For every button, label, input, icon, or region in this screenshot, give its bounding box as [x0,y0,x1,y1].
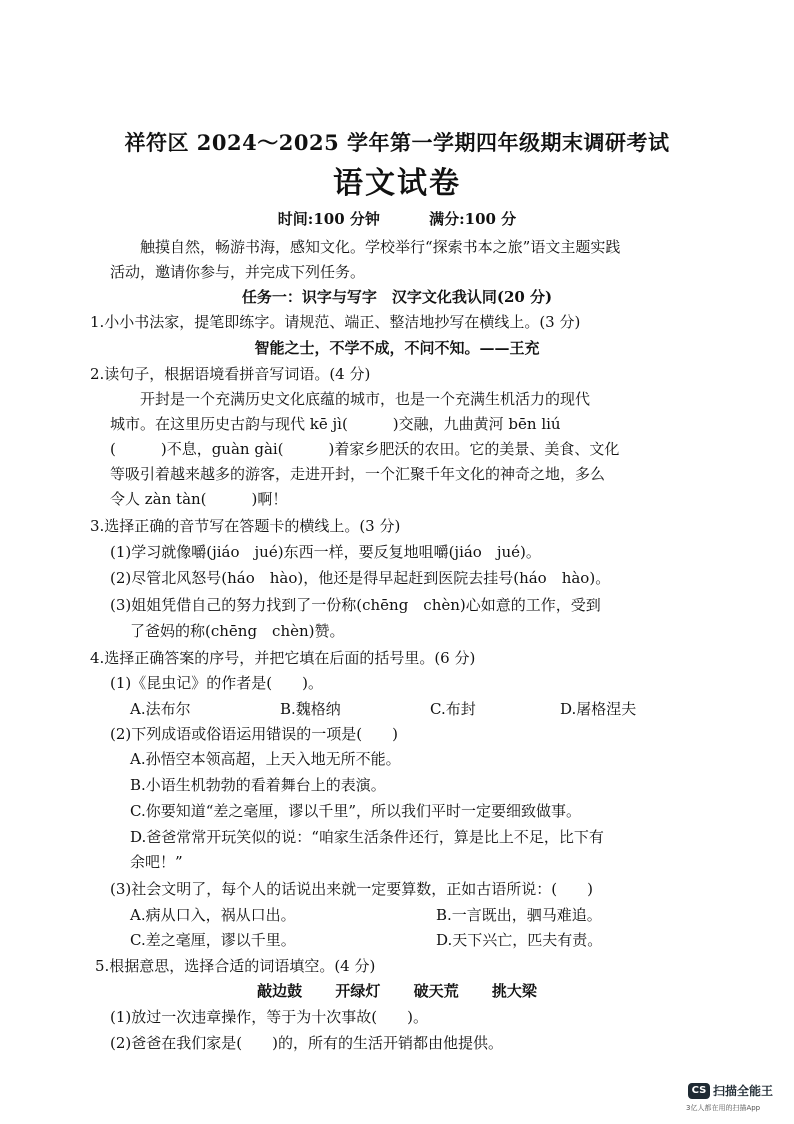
q1-quote: 智能之士，不学不成，不问不知。——王充 [254,339,540,357]
q5-word-1: 敲边鼓 [257,982,303,1000]
exam-title: 祥符区 2024～2025 学年第一学期四年级期末调研考试 [124,130,670,155]
q4-part3-option-c: C.差之毫厘，谬以千里。 [130,931,296,949]
exam-score: 满分:100 分 [429,210,517,228]
q4-part3-options-row1 [130,904,602,926]
q4-part2-option-d-1: D.爸爸常常开玩笑似的说：“咱家生活条件还行，算是比上不足，比下有 [130,828,604,846]
q4-part2-option-b: B.小语生机勃勃的看着舞台上的表演。 [130,776,386,794]
q1-stem: 1.小小书法家，提笔即练字。请规范、端正、整洁地抄写在横线上。(3 分) [90,313,581,331]
q5-word-4: 挑大梁 [491,982,537,1000]
exam-meta [0,208,794,229]
q3-stem: 3.选择正确的音节写在答题卡的横线上。(3 分) [90,517,401,535]
q2-line-5: 令人 zàn tàn( )啊！ [110,490,288,508]
q3-sentence-3b: 了爸妈的称(chēng chèn)赞。 [130,622,345,640]
q4-part1-option-b: B.魏格纳 [280,700,341,718]
q4-part1-option-c: C.布封 [430,700,476,718]
q4-part3-question: (3)社会文明了，每个人的话说出来就一定要算数，正如古语所说：( ) [110,880,593,898]
exam-subtitle: 语文试卷 [333,166,461,201]
q5-word-2: 开绿灯 [335,982,381,1000]
q3-sentence-3a: (3)姐姐凭借自己的努力找到了一份称(chēng chèn)心如意的工作，受到 [110,596,601,614]
q2-line-2: 城市。在这里历史古韵与现代 kē jì( )交融，九曲黄河 bēn liú [110,415,561,433]
exam-time: 时间:100 分钟 [277,210,380,228]
q4-part1-option-d: D.屠格涅夫 [560,700,637,718]
q5-word-3: 破天荒 [413,982,459,1000]
q4-part2-option-c: C.你要知道“差之毫厘，谬以千里”，所以我们平时一定要细致做事。 [130,802,582,820]
q2-line-3: ( )不息，guàn gài( )着家乡肥沃的农田。它的美景、美食、文化 [110,440,620,458]
q5-sentence-1: (1)放过一次违章操作，等于为十次事故( )。 [110,1008,428,1026]
q4-part3-option-a: A.病从口入，祸从口出。 [130,906,296,924]
q3-sentence-1: (1)学习就像嚼(jiáo jué)东西一样，要反复地咀嚼(jiáo jué)。 [110,543,541,561]
q2-line-4: 等吸引着越来越多的游客，走进开封，一个汇聚千年文化的神奇之地，多么 [110,465,606,483]
q4-part2-option-d-2: 余吧！” [130,853,183,871]
task1-heading: 任务一：识字与写字 汉字文化我认同(20 分) [241,288,553,306]
q4-part2-option-a: A.孙悟空本领高超，上天入地无所不能。 [130,750,401,768]
camscanner-brand: 扫描全能王 [713,1084,774,1098]
q4-part1-option-a: A.法布尔 [130,700,191,718]
q5-word-bank [0,980,794,1002]
q2-line-1: 开封是一个充满历史文化底蕴的城市，也是一个充满生机活力的现代 [140,390,591,408]
q4-part1-options [130,698,636,720]
q4-stem: 4.选择正确答案的序号，并把它填在后面的括号里。(6 分) [90,649,476,667]
q2-stem: 2.读句子，根据语境看拼音写词语。(4 分) [90,365,371,383]
camscanner-logo-icon: CS [688,1083,710,1099]
q4-part2-question: (2)下列成语或俗语运用错误的一项是( ) [110,725,398,743]
q4-part1-question: (1)《昆虫记》的作者是( )。 [110,674,323,692]
q3-sentence-2: (2)尽管北风怒号(háo hào)，他还是得早起赶到医院去挂号(háo hào)。 [110,569,611,587]
q4-part3-option-b: B.一言既出，驷马难追。 [436,906,602,924]
camscanner-tagline: 3亿人都在用的扫描App [686,1104,761,1112]
q4-part3-options-row2 [130,929,602,951]
intro-line-1: 触摸自然，畅游书海，感知文化。学校举行“探索书本之旅”语文主题实践 [140,238,621,256]
intro-line-2: 活动，邀请你参与，并完成下列任务。 [110,263,366,281]
q5-sentence-2: (2)爸爸在我们家是( )的，所有的生活开销都由他提供。 [110,1034,503,1052]
q4-part3-option-d: D.天下兴亡，匹夫有责。 [436,931,603,949]
q5-stem: 5.根据意思，选择合适的词语填空。(4 分) [95,957,376,975]
